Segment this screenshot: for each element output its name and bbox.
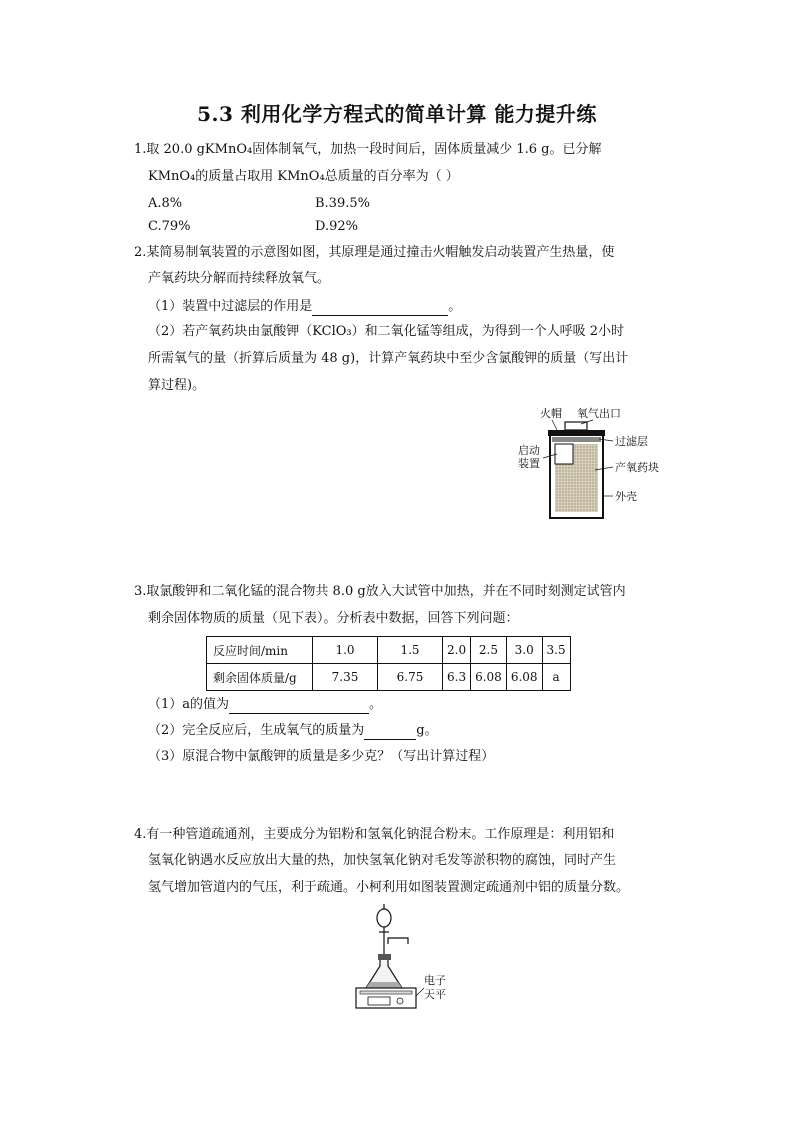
q3-sub3: （3）原混合物中氯酸钾的质量是多少克？（写出计算过程） xyxy=(148,749,495,764)
q1-line2: KMnO₄的质量占取用 KMnO₄总质量的百分率为（ ） xyxy=(148,169,459,184)
cap-label: 火帽 xyxy=(540,407,562,420)
table-header-cell: 剩余固体质量/g xyxy=(207,664,313,691)
q4-line1: 4.有一种管道疏通剂，主要成分为铝粉和氢氧化钠混合粉末。工作原理是：利用铝和 xyxy=(134,827,615,842)
starter-label-1: 启动 xyxy=(518,444,540,457)
block-label: 产氧药块 xyxy=(615,461,659,474)
starter-device xyxy=(555,444,573,464)
balance-apparatus-figure xyxy=(350,902,470,1012)
balance-label-1: 电子 xyxy=(424,974,446,987)
filter-layer xyxy=(552,437,601,442)
table-cell: 2.0 xyxy=(443,637,471,664)
q3-sub1-prefix: （1）a的值为 xyxy=(148,697,230,712)
separatory-funnel xyxy=(377,904,391,958)
shell-label: 外壳 xyxy=(615,490,637,503)
flask-liquid xyxy=(366,982,402,988)
table-cell: 1.5 xyxy=(378,637,443,664)
q3-line1: 3.取氯酸钾和二氧化锰的混合物共 8.0 g放入大试管中加热，并在不同时刻测定试管内 xyxy=(134,584,626,599)
stopper xyxy=(378,954,391,960)
q1-option-c: C.79% xyxy=(148,219,191,234)
outlet-label: 氧气出口 xyxy=(577,407,621,420)
q1-option-a: A.8% xyxy=(148,196,183,211)
table-header-cell: 反应时间/min xyxy=(207,637,313,664)
data-table xyxy=(206,636,571,691)
starter-label-2: 装置 xyxy=(518,457,540,470)
table-cell: 7.35 xyxy=(313,664,378,691)
q1-line1: 1.取 20.0 gKMnO₄固体制氧气，加热一段时间后，固体质量减少 1.6 g。已分解 xyxy=(134,142,602,157)
answer-blank[interactable] xyxy=(312,297,448,316)
q2-line2: 产氧药块分解而持续释放氧气。 xyxy=(148,271,331,286)
q3-sub1-suffix: 。 xyxy=(369,697,383,712)
q2-sub2-line3: 算过程)。 xyxy=(148,378,206,393)
q2-sub1 xyxy=(148,297,461,316)
q2-sub1-prefix: （1）装置中过滤层的作用是 xyxy=(148,299,313,314)
electronic-balance xyxy=(356,988,416,1008)
answer-blank[interactable] xyxy=(364,721,416,740)
table-cell: 6.08 xyxy=(506,664,542,691)
delivery-tube xyxy=(388,938,408,944)
filter-label: 过滤层 xyxy=(615,435,648,448)
q2-sub1-suffix: 。 xyxy=(448,299,462,314)
table-cell: 6.08 xyxy=(471,664,507,691)
q3-line2: 剩余固体物质的质量（见下表）。分析表中数据，回答下列问题： xyxy=(148,611,519,626)
table-cell: 6.3 xyxy=(443,664,471,691)
table-row xyxy=(207,637,571,664)
table-cell: 3.0 xyxy=(506,637,542,664)
q2-line1: 2.某简易制氧装置的示意图如图，其原理是通过撞击火帽触发启动装置产生热量，使 xyxy=(134,245,615,260)
q3-sub2 xyxy=(148,721,438,740)
table-cell: 3.5 xyxy=(542,637,570,664)
table-cell: 2.5 xyxy=(471,637,507,664)
q1-option-d: D.92% xyxy=(315,219,358,234)
q4-line2: 氢氧化钠遇水反应放出大量的热，加快氢氧化钠对毛发等淤积物的腐蚀，同时产生 xyxy=(148,853,617,868)
answer-blank[interactable] xyxy=(229,695,369,714)
table-cell: a xyxy=(542,664,570,691)
q2-sub2-line2: 所需氧气的量（折算后质量为 48 g)，计算产氧药块中至少含氯酸钾的质量（写出计 xyxy=(148,351,629,366)
cap-bar xyxy=(548,430,605,436)
q1-option-b: B.39.5% xyxy=(315,196,370,211)
q3-sub2-prefix: （2）完全反应后，生成氧气的质量为 xyxy=(148,723,365,738)
q3-sub2-suffix: g。 xyxy=(416,723,438,738)
q3-sub1 xyxy=(148,695,382,714)
page-title: 5.3 利用化学方程式的简单计算 能力提升练 xyxy=(197,102,597,126)
table-row xyxy=(207,664,571,691)
table-cell: 1.0 xyxy=(313,637,378,664)
table-cell: 6.75 xyxy=(378,664,443,691)
balance-label-2: 天平 xyxy=(424,988,446,1001)
q2-sub2-line1: （2）若产氧药块由氯酸钾（KClO₃）和二氧化锰等组成，为得到一个人呼吸 2小时 xyxy=(148,324,625,339)
q4-line3: 氢气增加管道内的气压，利于疏通。小柯利用如图装置测定疏通剂中铝的质量分数。 xyxy=(148,880,630,895)
oxygen-generator-figure xyxy=(505,404,665,526)
